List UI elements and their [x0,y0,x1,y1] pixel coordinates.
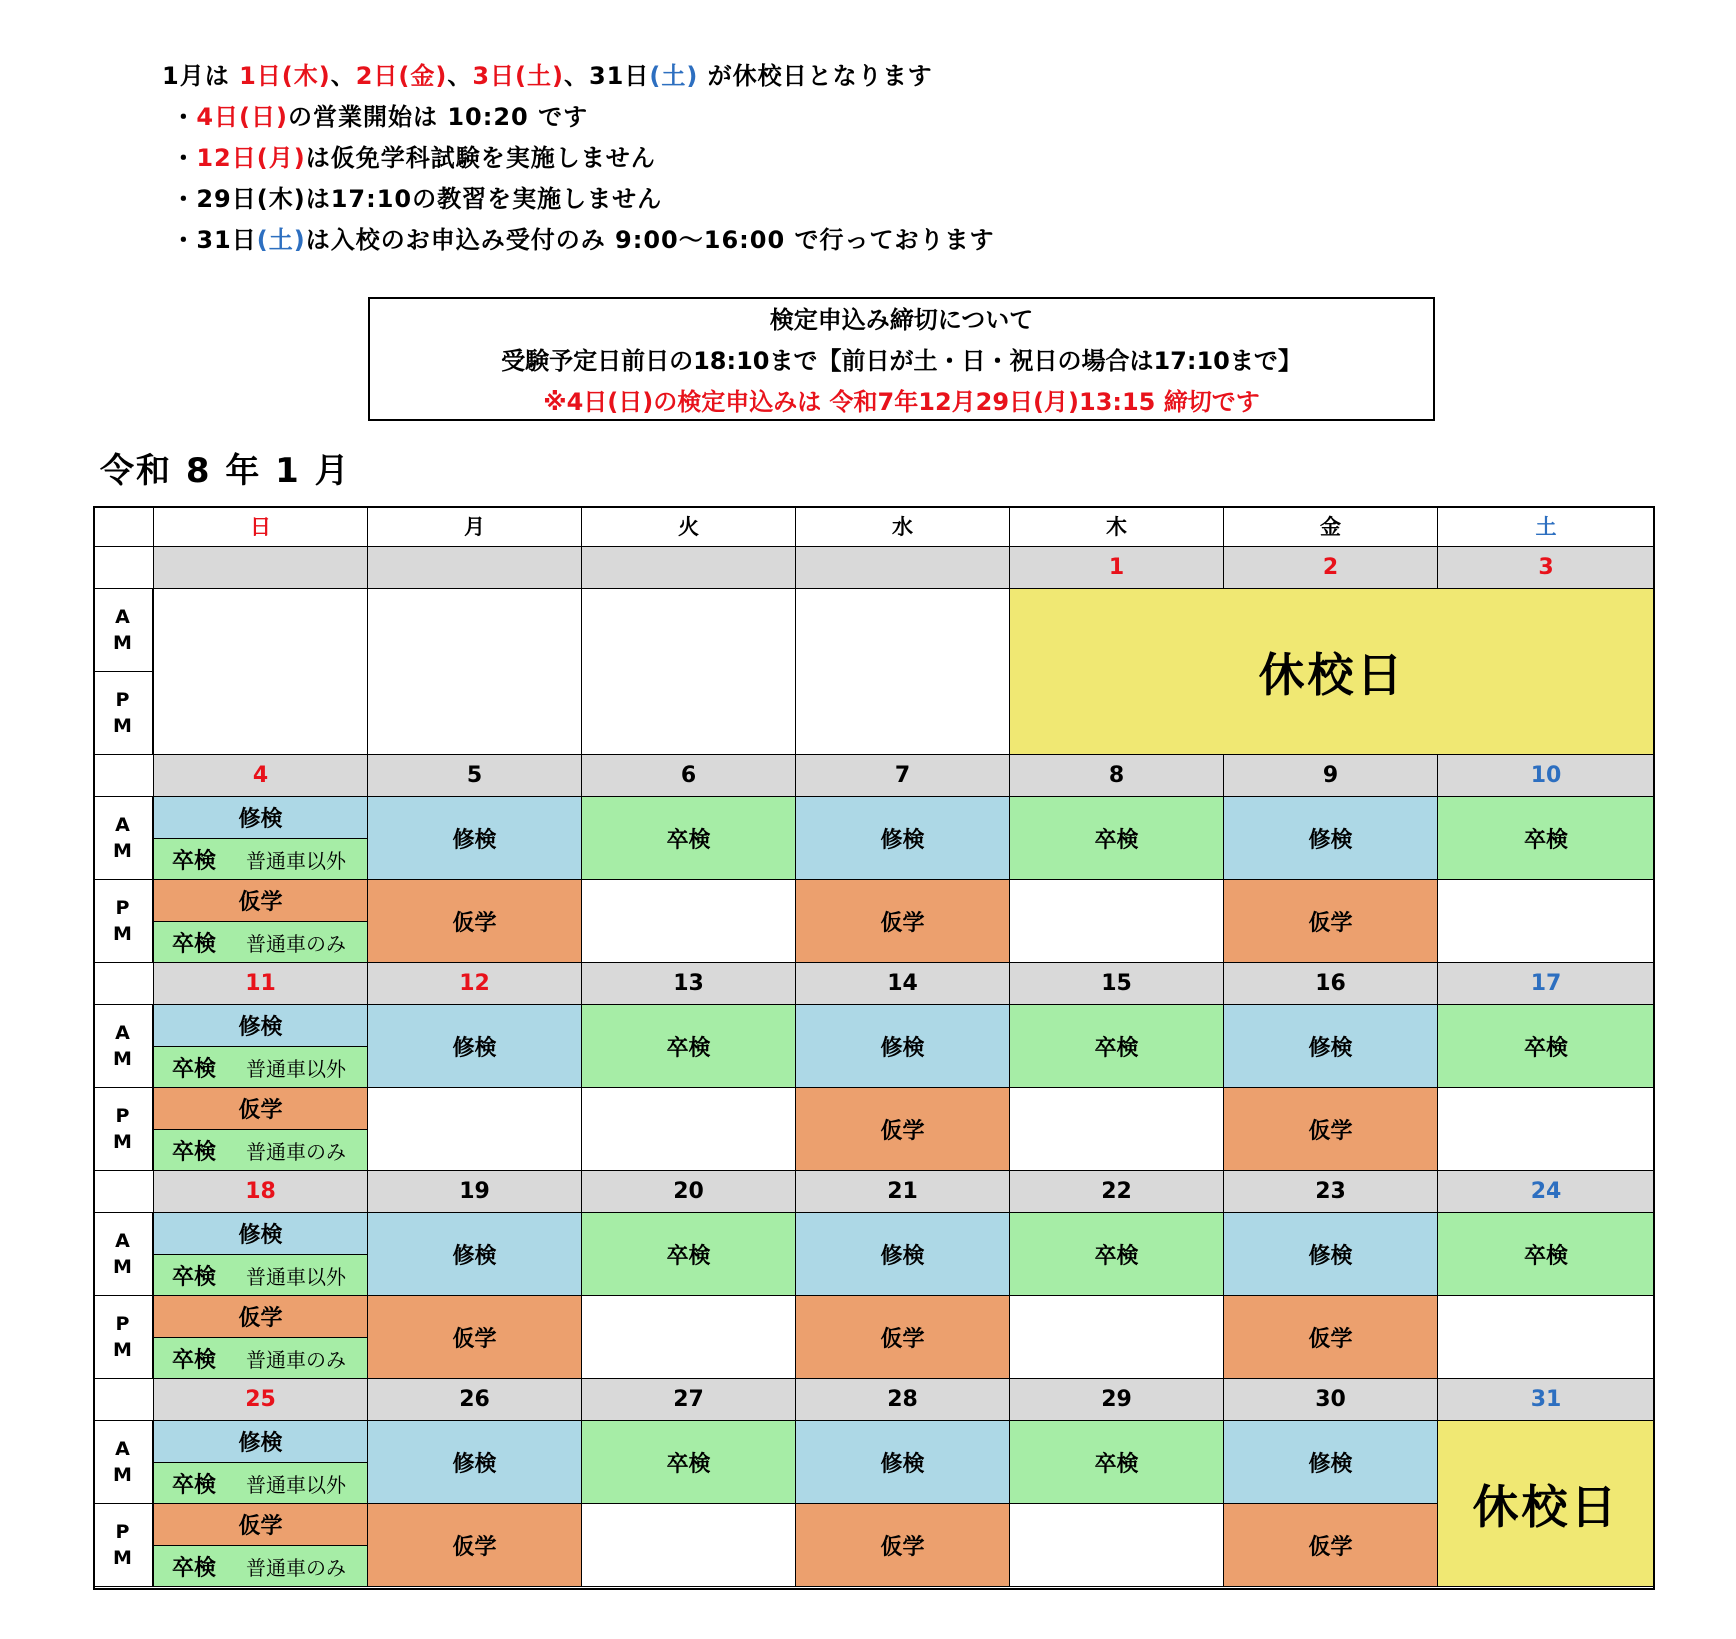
sunday-pm-karigaku: 仮学 [154,880,368,922]
ampm-letter: P [115,1521,130,1543]
sotsuken-label: 卒検 [172,1555,217,1581]
sunday-am-shuken: 修検 [154,1213,368,1255]
sunday-am-shuken: 修検 [154,1005,368,1047]
sunday-am-sotsuken [154,1255,368,1296]
pm-empty [368,1088,582,1171]
date-cell [582,547,796,589]
date-cell: 19 [368,1171,582,1213]
sunday-am-shuken: 修検 [154,1421,368,1463]
weekday-header: 土 [1438,506,1655,547]
monthly-calendar [93,506,1655,1590]
pm-label [93,880,154,963]
corner-cell [93,506,154,547]
am-shuken: 修検 [1224,797,1438,880]
date-cell: 21 [796,1171,1010,1213]
note-line-3: ・12日(月)は仮免学科試験を実施しません [171,144,656,172]
ampm-letter: M [113,1131,132,1153]
sunday-pm-karigaku: 仮学 [154,1088,368,1130]
regular-only-note: 普通車のみ [246,1139,347,1164]
empty-day [796,589,1010,755]
pm-empty [582,1504,796,1587]
empty-day [582,589,796,755]
ampm-letter: M [113,923,132,945]
date-row-spacer [93,547,154,589]
except-regular-note: 普通車以外 [246,1264,347,1289]
am-sotsuken: 卒検 [582,1213,796,1296]
pm-empty [582,880,796,963]
ampm-letter: M [113,1048,132,1070]
date-cell: 20 [582,1171,796,1213]
pm-karigaku: 仮学 [368,1296,582,1379]
sotsuken-label: 卒検 [172,1472,217,1498]
pm-karigaku: 仮学 [1224,1088,1438,1171]
am-shuken: 修検 [368,1213,582,1296]
sunday-am-sotsuken [154,1463,368,1504]
pm-karigaku: 仮学 [1224,1504,1438,1587]
date-cell: 3 [1438,547,1655,589]
am-label [93,1421,154,1504]
weekday-header: 火 [582,506,796,547]
am-label [93,797,154,880]
sotsuken-label: 卒検 [172,1139,217,1165]
notice-deadline-rule: 受験予定日前日の18:10まで【前日が土・日・祝日の場合は17:10まで】 [501,347,1302,375]
am-sotsuken: 卒検 [582,1005,796,1088]
date-cell: 18 [154,1171,368,1213]
sotsuken-label: 卒検 [172,1264,217,1290]
am-sotsuken: 卒検 [1010,1213,1224,1296]
date-cell: 13 [582,963,796,1005]
am-sotsuken: 卒検 [1438,1213,1655,1296]
notice-title: 検定申込み締切について [769,306,1034,334]
ampm-letter: M [113,715,132,737]
note-line-4: ・29日(木)は17:10の教習を実施しません [171,185,663,213]
sunday-am-sotsuken [154,839,368,880]
am-shuken: 修検 [796,1005,1010,1088]
ampm-letter: A [115,1230,130,1252]
note-line-1: 1月は 1日(木)、2日(金)、3日(土)、31日(土) が休校日となります [162,62,933,90]
pm-empty [582,1296,796,1379]
date-cell: 27 [582,1379,796,1421]
am-label [93,1213,154,1296]
holiday-block: 休校日 [1438,1421,1655,1587]
weekday-header: 金 [1224,506,1438,547]
date-row-spacer [93,963,154,1005]
date-cell: 1 [1010,547,1224,589]
am-shuken: 修検 [796,1421,1010,1504]
pm-empty [582,1088,796,1171]
date-cell: 14 [796,963,1010,1005]
regular-only-note: 普通車のみ [246,931,347,956]
am-shuken: 修検 [796,1213,1010,1296]
date-cell: 17 [1438,963,1655,1005]
date-cell: 16 [1224,963,1438,1005]
am-sotsuken: 卒検 [1438,797,1655,880]
sotsuken-label: 卒検 [172,1347,217,1373]
month-title: 令和 8 年 1 月 [100,451,351,491]
sunday-pm-sotsuken [154,922,368,963]
exam-deadline-notice [368,297,1435,421]
sunday-pm-karigaku: 仮学 [154,1296,368,1338]
pm-karigaku: 仮学 [796,1296,1010,1379]
date-cell: 5 [368,755,582,797]
date-cell: 2 [1224,547,1438,589]
ampm-letter: M [113,840,132,862]
pm-label [93,1504,154,1587]
notice-special-deadline: ※4日(日)の検定申込みは 令和7年12月29日(月)13:15 締切です [543,388,1260,416]
pm-karigaku: 仮学 [368,1504,582,1587]
sotsuken-label: 卒検 [172,848,217,874]
date-cell: 29 [1010,1379,1224,1421]
am-sotsuken: 卒検 [1438,1005,1655,1088]
pm-empty [1010,1504,1224,1587]
ampm-letter: A [115,1438,130,1460]
date-cell: 28 [796,1379,1010,1421]
ampm-letter: M [113,1339,132,1361]
am-shuken: 修検 [368,797,582,880]
pm-label [93,1088,154,1171]
pm-karigaku: 仮学 [368,880,582,963]
pm-empty [1438,1088,1655,1171]
pm-label [93,1296,154,1379]
date-cell: 22 [1010,1171,1224,1213]
pm-empty [1010,1088,1224,1171]
except-regular-note: 普通車以外 [246,1472,347,1497]
date-cell [796,547,1010,589]
empty-day [368,589,582,755]
ampm-letter: M [113,632,132,654]
date-cell: 8 [1010,755,1224,797]
weekday-header: 月 [368,506,582,547]
date-cell: 7 [796,755,1010,797]
date-cell [154,547,368,589]
date-row-spacer [93,1379,154,1421]
sunday-pm-sotsuken [154,1338,368,1379]
sunday-pm-sotsuken [154,1130,368,1171]
sotsuken-label: 卒検 [172,931,217,957]
pm-empty [1438,880,1655,963]
pm-karigaku: 仮学 [796,1504,1010,1587]
regular-only-note: 普通車のみ [246,1347,347,1372]
ampm-letter: M [113,1464,132,1486]
pm-karigaku: 仮学 [1224,880,1438,963]
holiday-block: 休校日 [1010,589,1655,755]
pm-karigaku: 仮学 [796,880,1010,963]
date-cell: 23 [1224,1171,1438,1213]
ampm-letter: A [115,606,130,628]
sunday-pm-sotsuken [154,1546,368,1587]
except-regular-note: 普通車以外 [246,1056,347,1081]
date-cell: 26 [368,1379,582,1421]
notice-list [162,56,995,261]
am-shuken: 修検 [1224,1421,1438,1504]
am-shuken: 修検 [368,1421,582,1504]
date-cell: 25 [154,1379,368,1421]
weekday-header: 日 [154,506,368,547]
except-regular-note: 普通車以外 [246,848,347,873]
ampm-letter: M [113,1256,132,1278]
note-line-5: ・31日(土)は入校のお申込み受付のみ 9:00～16:00 で行っております [171,226,995,254]
ampm-letter: P [115,689,130,711]
date-cell [368,547,582,589]
am-shuken: 修検 [1224,1213,1438,1296]
pm-empty [1010,1296,1224,1379]
regular-only-note: 普通車のみ [246,1555,347,1580]
am-shuken: 修検 [1224,1005,1438,1088]
ampm-letter: A [115,814,130,836]
pm-karigaku: 仮学 [796,1088,1010,1171]
am-shuken: 修検 [796,797,1010,880]
am-sotsuken: 卒検 [582,1421,796,1504]
sotsuken-label: 卒検 [172,1056,217,1082]
date-cell: 6 [582,755,796,797]
pm-karigaku: 仮学 [1224,1296,1438,1379]
ampm-letter: A [115,1022,130,1044]
note-line-2: ・4日(日)の営業開始は 10:20 です [171,103,589,131]
weekday-header: 木 [1010,506,1224,547]
ampm-letter: P [115,1105,130,1127]
ampm-letter: P [115,897,130,919]
date-cell: 4 [154,755,368,797]
am-sotsuken: 卒検 [1010,797,1224,880]
pm-empty [1438,1296,1655,1379]
sunday-am-shuken: 修検 [154,797,368,839]
ampm-letter: P [115,1313,130,1335]
date-cell: 30 [1224,1379,1438,1421]
am-sotsuken: 卒検 [582,797,796,880]
am-label [93,1005,154,1088]
date-cell: 9 [1224,755,1438,797]
date-cell: 31 [1438,1379,1655,1421]
am-sotsuken: 卒検 [1010,1421,1224,1504]
weekday-header: 水 [796,506,1010,547]
date-cell: 12 [368,963,582,1005]
date-cell: 11 [154,963,368,1005]
am-label [93,589,154,672]
sunday-pm-karigaku: 仮学 [154,1504,368,1546]
ampm-letter: M [113,1547,132,1569]
sunday-am-sotsuken [154,1047,368,1088]
date-row-spacer [93,1171,154,1213]
am-shuken: 修検 [368,1005,582,1088]
pm-label [93,672,154,755]
pm-empty [1010,880,1224,963]
date-cell: 24 [1438,1171,1655,1213]
date-row-spacer [93,755,154,797]
empty-day [154,589,368,755]
date-cell: 15 [1010,963,1224,1005]
am-sotsuken: 卒検 [1010,1005,1224,1088]
date-cell: 10 [1438,755,1655,797]
